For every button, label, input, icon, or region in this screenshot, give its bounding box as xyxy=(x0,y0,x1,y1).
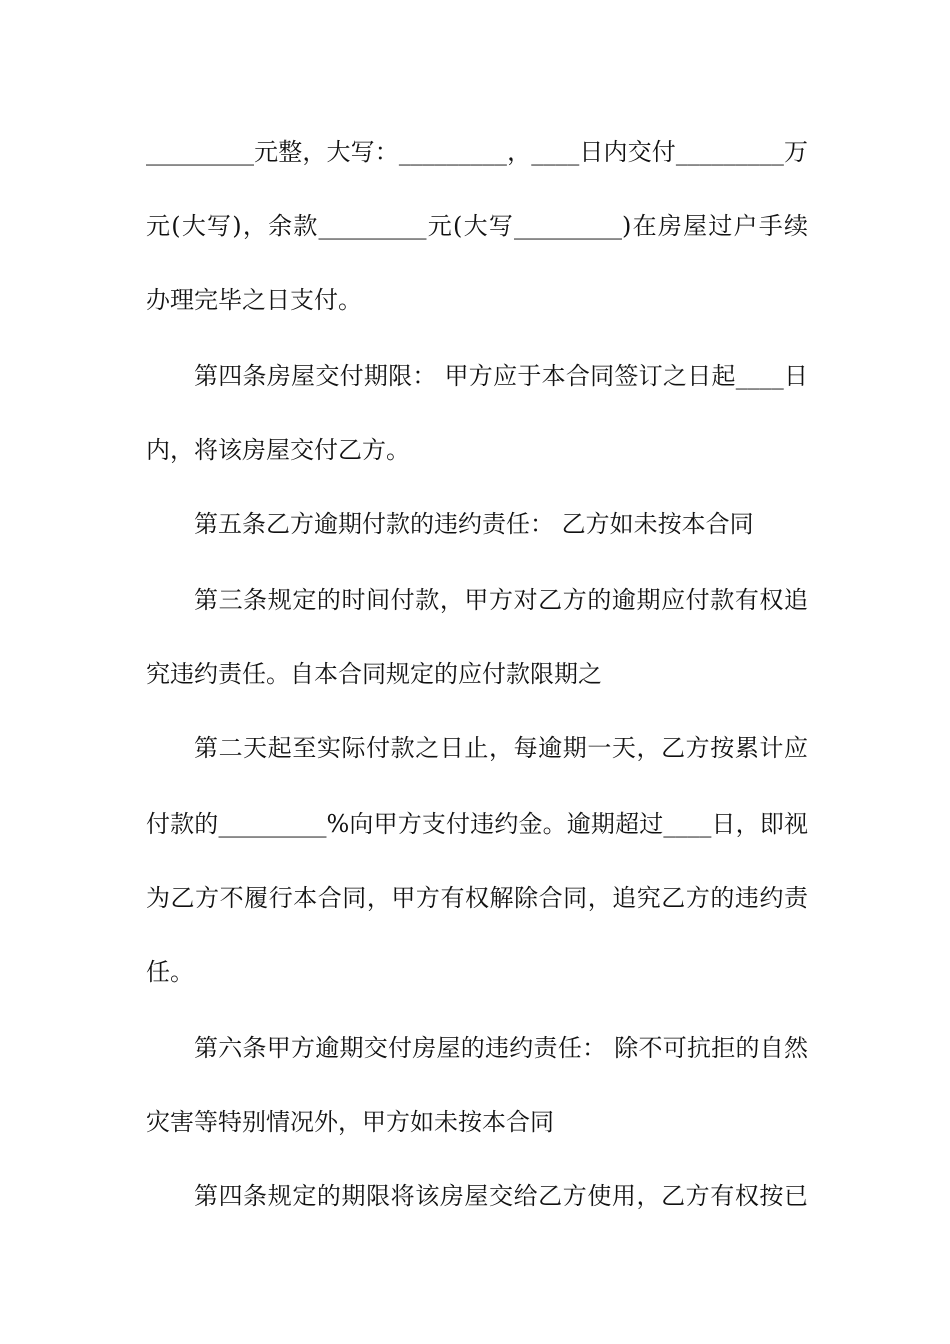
text-line-4: 第四条房屋交付期限： 甲方应于本合同签订之日起____日 xyxy=(194,362,808,390)
text-line-5: 内，将该房屋交付乙方。 xyxy=(146,436,410,464)
text-line-9: 第二天起至实际付款之日止，每逾期一天，乙方按累计应 xyxy=(194,734,808,762)
text-line-14: 灾害等特别情况外，甲方如未按本合同 xyxy=(146,1108,554,1136)
text-line-7: 第三条规定的时间付款，甲方对乙方的逾期应付款有权追 xyxy=(194,586,808,614)
text-line-8: 究违约责任。自本合同规定的应付款限期之 xyxy=(146,660,602,688)
text-line-13: 第六条甲方逾期交付房屋的违约责任： 除不可抗拒的自然 xyxy=(194,1034,808,1062)
text-line-11: 为乙方不履行本合同，甲方有权解除合同，追究乙方的违约责 xyxy=(146,884,808,912)
text-line-12: 任。 xyxy=(146,958,194,986)
text-line-2: 元(大写)，余款_________元(大写_________)在房屋过户手续 xyxy=(146,212,808,240)
text-line-10: 付款的_________%向甲方支付违约金。逾期超过____日，即视 xyxy=(146,810,808,838)
text-line-1: _________元整，大写：_________，____日内交付_________万 xyxy=(146,138,808,166)
text-line-15: 第四条规定的期限将该房屋交给乙方使用，乙方有权按已 xyxy=(194,1182,808,1210)
text-line-6: 第五条乙方逾期付款的违约责任： 乙方如未按本合同 xyxy=(194,510,754,538)
text-line-3: 办理完毕之日支付。 xyxy=(146,286,362,314)
